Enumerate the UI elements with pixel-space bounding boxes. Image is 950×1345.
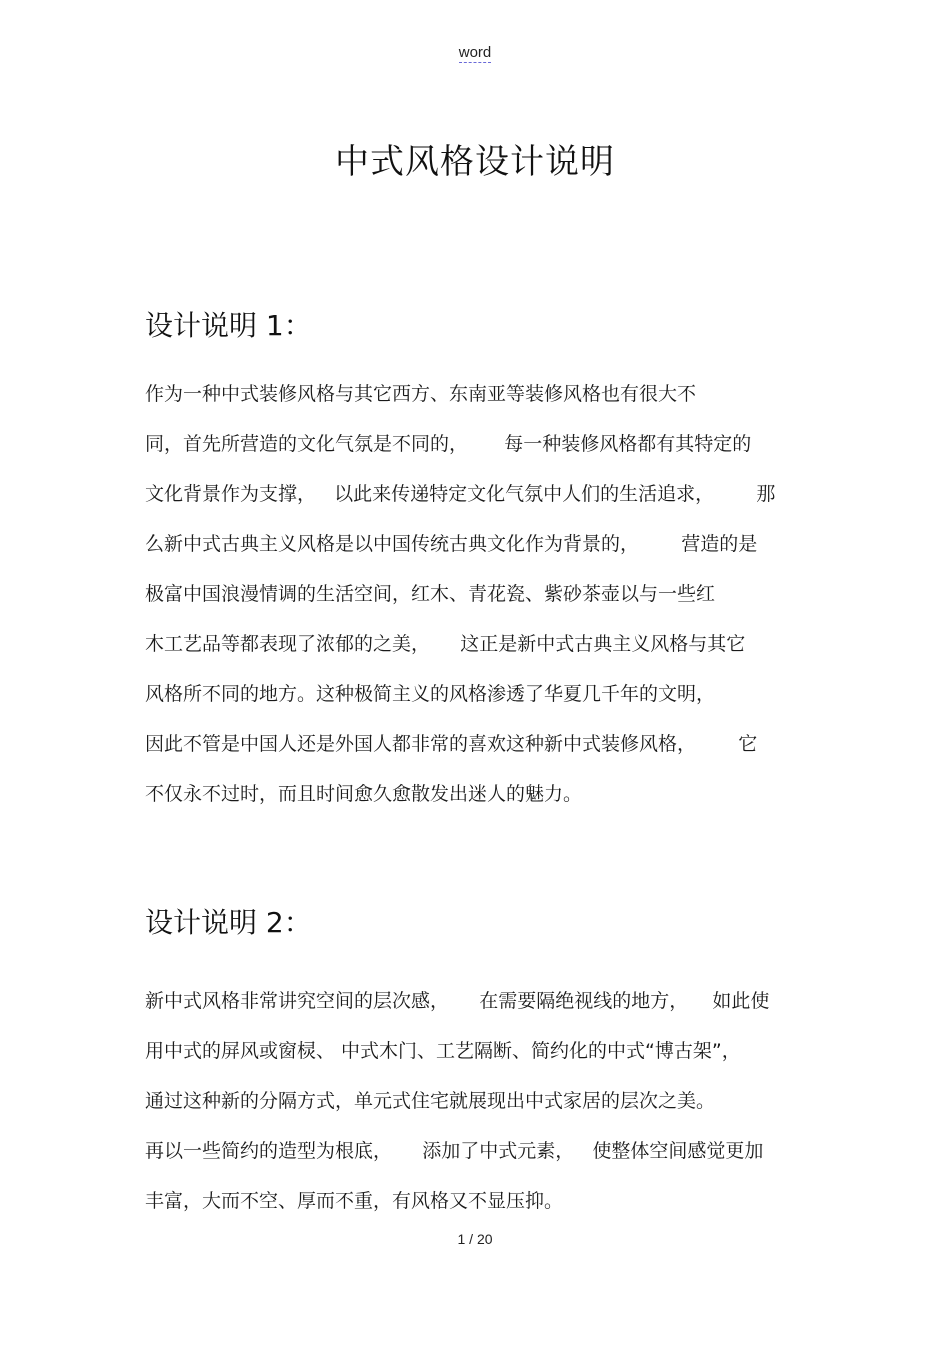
section-2 xyxy=(145,903,810,1226)
section-1-line: 不仅永不过时，而且时间愈久愈散发出迷人的魅力。 xyxy=(145,783,583,805)
page-header xyxy=(0,44,950,61)
section-2-line: 新中式风格非常讲究空间的层次感， 在需要隔绝视线的地方， 如此使 xyxy=(145,990,770,1012)
section-2-line: 通过这种新的分隔方式，单元式住宅就展现出中式家居的层次之美。 xyxy=(145,1090,716,1112)
section-2-heading: 设计说明 2： xyxy=(145,906,312,939)
section-1-line: 风格所不同的地方。这种极简主义的风格渗透了华夏几千年的文明， xyxy=(145,683,716,705)
section-1-line: 极富中国浪漫情调的生活空间，红木、青花瓷、紫砂茶壶以与一些红 xyxy=(145,583,716,605)
section-2-line: 再以一些简约的造型为根底， 添加了中式元素， 使整体空间感觉更加 xyxy=(145,1140,764,1162)
section-1 xyxy=(145,306,810,819)
section-2-line: 丰富，大而不空、厚而不重，有风格又不显压抑。 xyxy=(145,1190,564,1212)
document-title: 中式风格设计说明 xyxy=(335,142,615,182)
section-1-line: 木工艺品等都表现了浓郁的之美， 这正是新中式古典主义风格与其它 xyxy=(145,633,746,655)
section-1-heading: 设计说明 1： xyxy=(145,309,312,342)
section-1-line: 同，首先所营造的文化气氛是不同的， 每一种装修风格都有其特定的 xyxy=(145,433,752,455)
section-1-line: 文化背景作为支撑， 以此来传递特定文化气氛中人们的生活追求， 那 xyxy=(145,483,776,505)
section-1-line: 么新中式古典主义风格是以中国传统古典文化作为背景的， 营造的是 xyxy=(145,533,758,555)
page-number: 1 / 20 xyxy=(457,1231,493,1247)
section-1-line: 作为一种中式装修风格与其它西方、东南亚等装修风格也有很大不 xyxy=(145,383,697,405)
section-2-line: 用中式的屏风或窗棂、 中式木门、工艺隔断、简约化的中式“博古架”， xyxy=(145,1040,741,1062)
header-text: word xyxy=(458,44,492,61)
section-1-line: 因此不管是中国人还是外国人都非常的喜欢这种新中式装修风格， 它 xyxy=(145,733,758,755)
